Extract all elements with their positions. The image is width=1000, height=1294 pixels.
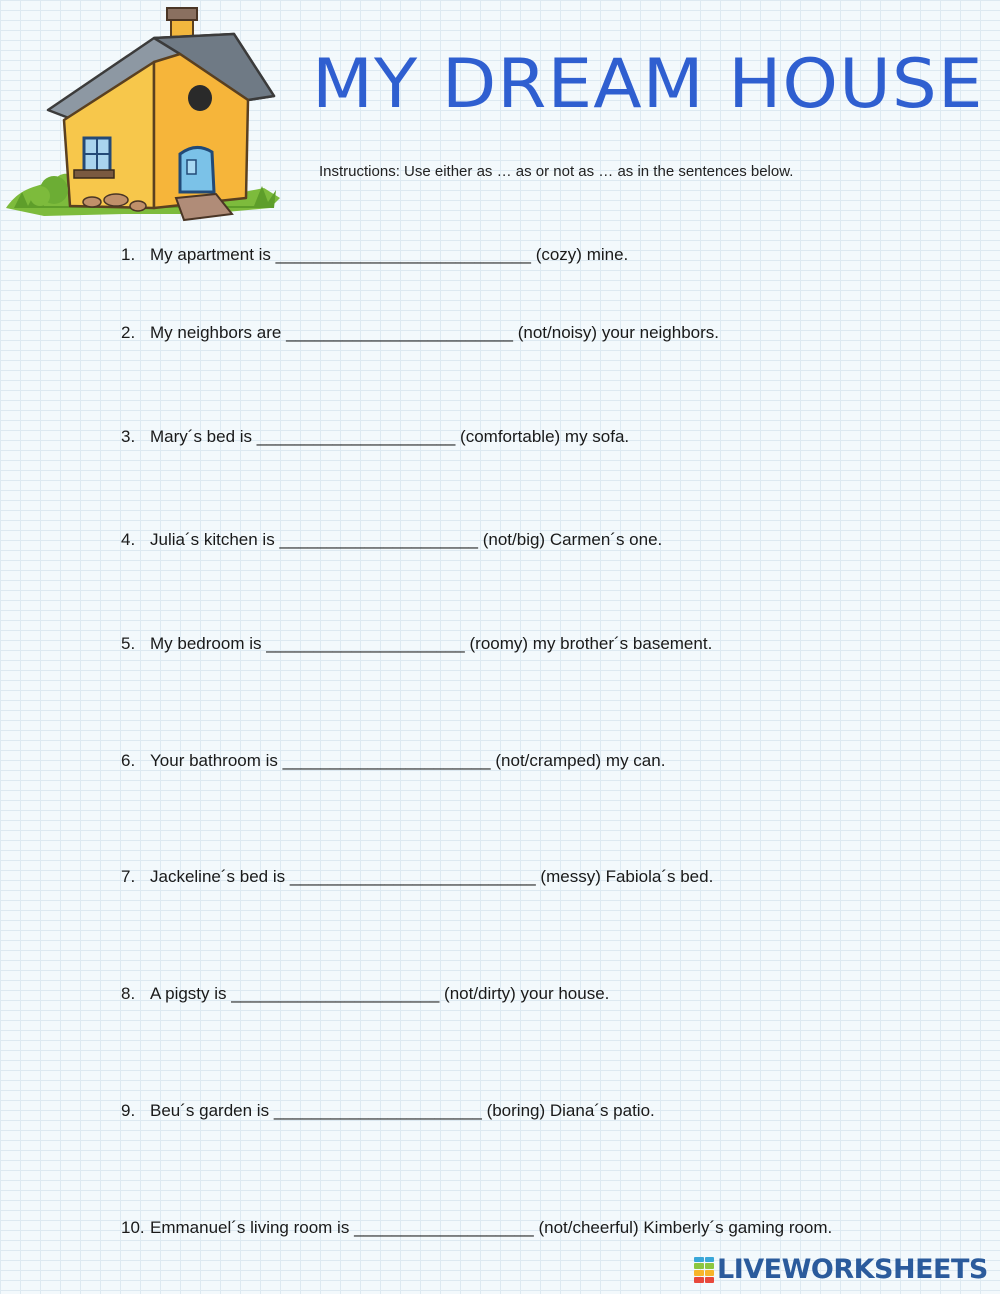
question-text-after: (comfortable) my sofa. [460,427,630,446]
question-text-after: (boring) Diana´s patio. [486,1101,655,1120]
question-text-before: Beu´s garden is [150,1101,270,1120]
question-8 [121,984,609,1004]
answer-blank[interactable]: ______________________ [231,984,440,1003]
instructions: Instructions: Use either as … as or not as … as in the sentences below. [319,163,794,180]
question-text-after: (not/big) Carmen´s one. [482,530,663,549]
question-text-before: Emmanuel´s living room is [150,1218,350,1237]
question-text-before: My apartment is [150,245,271,264]
question-number: 9. [121,1101,136,1120]
question-number: 4. [121,530,136,549]
question-text-before: Your bathroom is [150,751,278,770]
question-1 [121,245,628,265]
question-4 [121,530,662,550]
question-number: 8. [121,984,136,1003]
question-5 [121,634,712,654]
question-7 [121,867,713,887]
question-number: 5. [121,634,136,653]
question-text-after: (roomy) my brother´s basement. [469,634,713,653]
question-number: 3. [121,427,136,446]
question-number: 6. [121,751,136,770]
question-10 [121,1218,832,1238]
answer-blank[interactable]: _____________________ [256,427,456,446]
question-2 [121,323,719,343]
question-9 [121,1101,655,1121]
answer-blank[interactable]: ______________________ [273,1101,482,1120]
question-3 [121,427,629,447]
answer-blank[interactable]: _____________________ [266,634,465,653]
question-number: 2. [121,323,136,342]
answer-blank[interactable]: ___________________________ [275,245,531,264]
question-number: 7. [121,867,136,886]
question-6 [121,751,665,771]
question-text-before: My neighbors are [150,323,282,342]
question-text-after: (not/dirty) your house. [444,984,610,1003]
question-text-after: (not/noisy) your neighbors. [517,323,720,342]
page-title: MY DREAM HOUSE [312,45,984,124]
house-illustration [4,2,286,224]
answer-blank[interactable]: ___________________ [354,1218,534,1237]
answer-blank[interactable]: ________________________ [286,323,513,342]
question-text-before: A pigsty is [150,984,227,1003]
question-text-after: (not/cheerful) Kimberly´s gaming room. [538,1218,833,1237]
answer-blank[interactable]: __________________________ [289,867,536,886]
logo-text: LIVEWORKSHEETS [717,1254,988,1285]
question-number: 10. [121,1218,145,1237]
question-text-before: My bedroom is [150,634,262,653]
answer-blank[interactable]: ______________________ [282,751,491,770]
question-text-before: Julia´s kitchen is [150,530,275,549]
question-text-after: (cozy) mine. [535,245,629,264]
answer-blank[interactable]: _____________________ [279,530,478,549]
question-text-after: (not/cramped) my can. [495,751,666,770]
question-number: 1. [121,245,136,264]
liveworksheets-logo[interactable] [694,1254,988,1285]
logo-mark-icon [694,1257,714,1283]
question-text-before: Jackeline´s bed is [150,867,286,886]
question-text-after: (messy) Fabiola´s bed. [540,867,714,886]
question-text-before: Mary´s bed is [150,427,253,446]
